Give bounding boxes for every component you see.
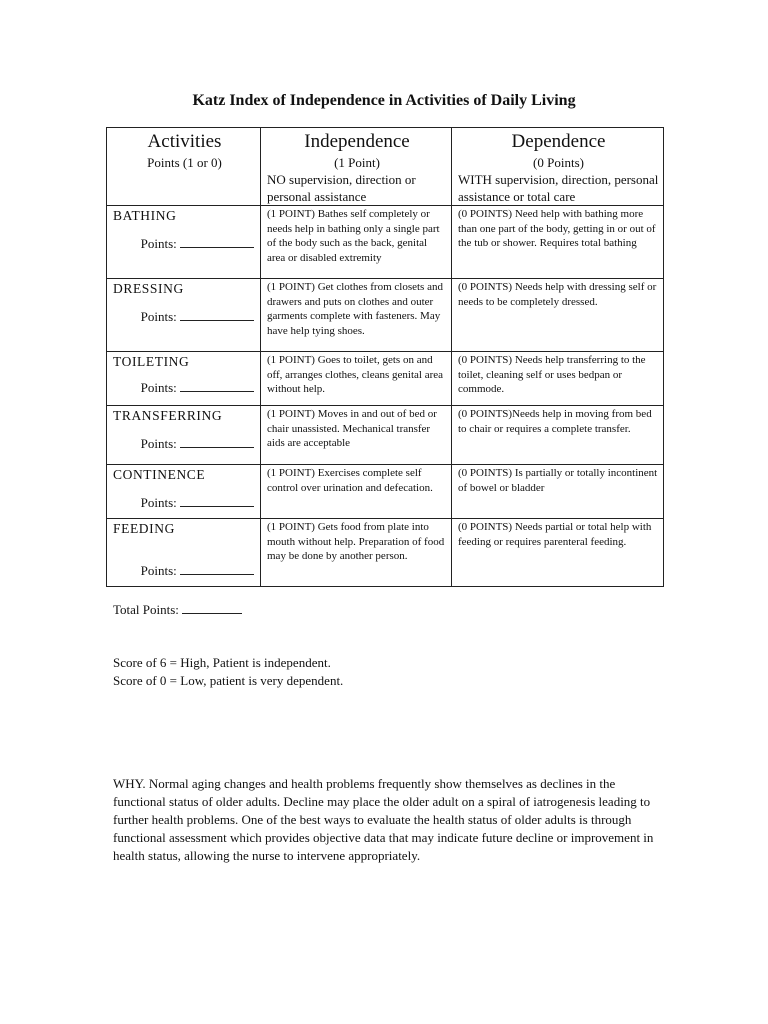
points-field[interactable] [113,495,256,511]
header-dependence-desc: WITH supervision, direction, personal assistance or total care [458,172,659,204]
header-dependence [452,128,664,206]
points-blank[interactable] [180,380,254,392]
points-blank[interactable] [180,436,254,448]
dependence-text: (0 POINTS) Needs partial or total help with feeding or requires parenteral feeding. [458,521,652,548]
total-points-field[interactable] [113,602,242,618]
dependence-cell [452,406,664,465]
independence-cell [261,406,452,465]
independence-text: (1 POINT) Get clothes from closets and drawers and puts on clothes and outer garments complete with fasteners. May have help tying shoes. [267,281,443,337]
points-field[interactable] [113,436,256,452]
independence-cell [261,279,452,352]
table-row [107,465,664,519]
points-label: Points: [140,436,177,451]
independence-cell [261,465,452,519]
independence-text: (1 POINT) Exercises complete self control over urination and defecation. [267,467,433,494]
table-row [107,406,664,465]
katz-table [106,127,664,587]
table-row [107,279,664,352]
header-activities-title: Activities [147,131,222,152]
table-row [107,352,664,406]
dependence-text: (0 POINTS)Needs help in moving from bed to chair or requires a complete transfer. [458,408,652,435]
points-blank[interactable] [180,236,254,248]
dependence-text: (0 POINTS) Needs help transferring to the toilet, cleaning self or uses bedpan or commode. [458,354,646,395]
table-header-row [107,128,664,206]
points-field[interactable] [113,380,256,396]
dependence-cell [452,465,664,519]
points-field[interactable] [113,563,256,579]
points-label: Points: [140,309,177,324]
activity-name: TRANSFERRING [113,408,223,423]
why-paragraph: WHY. Normal aging changes and health problems frequently show themselves as declines in the functional status of older adults. Decline may place the older adult on a spiral of iatrogenesis leading to further health problems. One of the best ways to evaluate the health status of older adults is through functional assessment which provides objective data that may indicate future decline or improvement in health status, allowing the nurse to intervene appropriately. [113,776,654,863]
activity-name: BATHING [113,208,177,223]
dependence-text: (0 POINTS) Is partially or totally incontinent of bowel or bladder [458,467,658,494]
activity-cell [107,352,261,406]
points-label: Points: [140,380,177,395]
total-points-label: Total Points: [113,602,179,617]
points-blank[interactable] [180,309,254,321]
independence-text: (1 POINT) Goes to toilet, gets on and off, arranges clothes, cleans genital area without help. [267,354,444,395]
independence-text: (1 POINT) Moves in and out of bed or chair unassisted. Mechanical transfer aids are acceptable [267,408,437,449]
activity-name: FEEDING [113,521,175,536]
independence-cell [261,519,452,587]
independence-cell [261,352,452,406]
header-independence-title: Independence [304,131,410,152]
header-dependence-title: Dependence [511,131,606,152]
points-label: Points: [140,495,177,510]
activity-cell [107,406,261,465]
points-blank[interactable] [180,563,254,575]
activity-name: CONTINENCE [113,467,206,482]
points-blank[interactable] [180,495,254,507]
independence-cell [261,206,452,279]
activity-cell [107,519,261,587]
header-activities [107,128,261,206]
points-label: Points: [140,563,177,578]
dependence-cell [452,206,664,279]
score-high-text: Score of 6 = High, Patient is independent. [113,655,331,670]
header-independence [261,128,452,206]
header-dependence-points: (0 Points) [533,155,584,170]
header-independence-points: (1 Point) [334,155,380,170]
points-label: Points: [140,236,177,251]
activity-cell [107,279,261,352]
dependence-cell [452,279,664,352]
score-low-text: Score of 0 = Low, patient is very dependent. [113,673,344,688]
header-activities-sub: Points (1 or 0) [147,155,222,170]
header-independence-desc: NO supervision, direction or personal assistance [267,172,416,204]
activity-name: TOILETING [113,354,190,369]
activity-cell [107,465,261,519]
points-field[interactable] [113,309,256,325]
independence-text: (1 POINT) Bathes self completely or needs help in bathing only a single part of the body such as the back, genital area or disabled extremity [267,208,440,264]
dependence-text: (0 POINTS) Needs help with dressing self or needs to be completely dressed. [458,281,657,308]
independence-text: (1 POINT) Gets food from plate into mouth without help. Preparation of food may be done by another person. [267,521,445,562]
dependence-text: (0 POINTS) Need help with bathing more than one part of the body, getting in or out of the tub or shower. Requires total bathing [458,208,656,249]
dependence-cell [452,519,664,587]
table-row [107,519,664,587]
dependence-cell [452,352,664,406]
document-title: Katz Index of Independence in Activities of Daily Living [192,92,576,109]
activity-name: DRESSING [113,281,184,296]
table-row [107,206,664,279]
activity-cell [107,206,261,279]
points-field[interactable] [113,236,256,252]
total-points-blank[interactable] [182,602,242,614]
